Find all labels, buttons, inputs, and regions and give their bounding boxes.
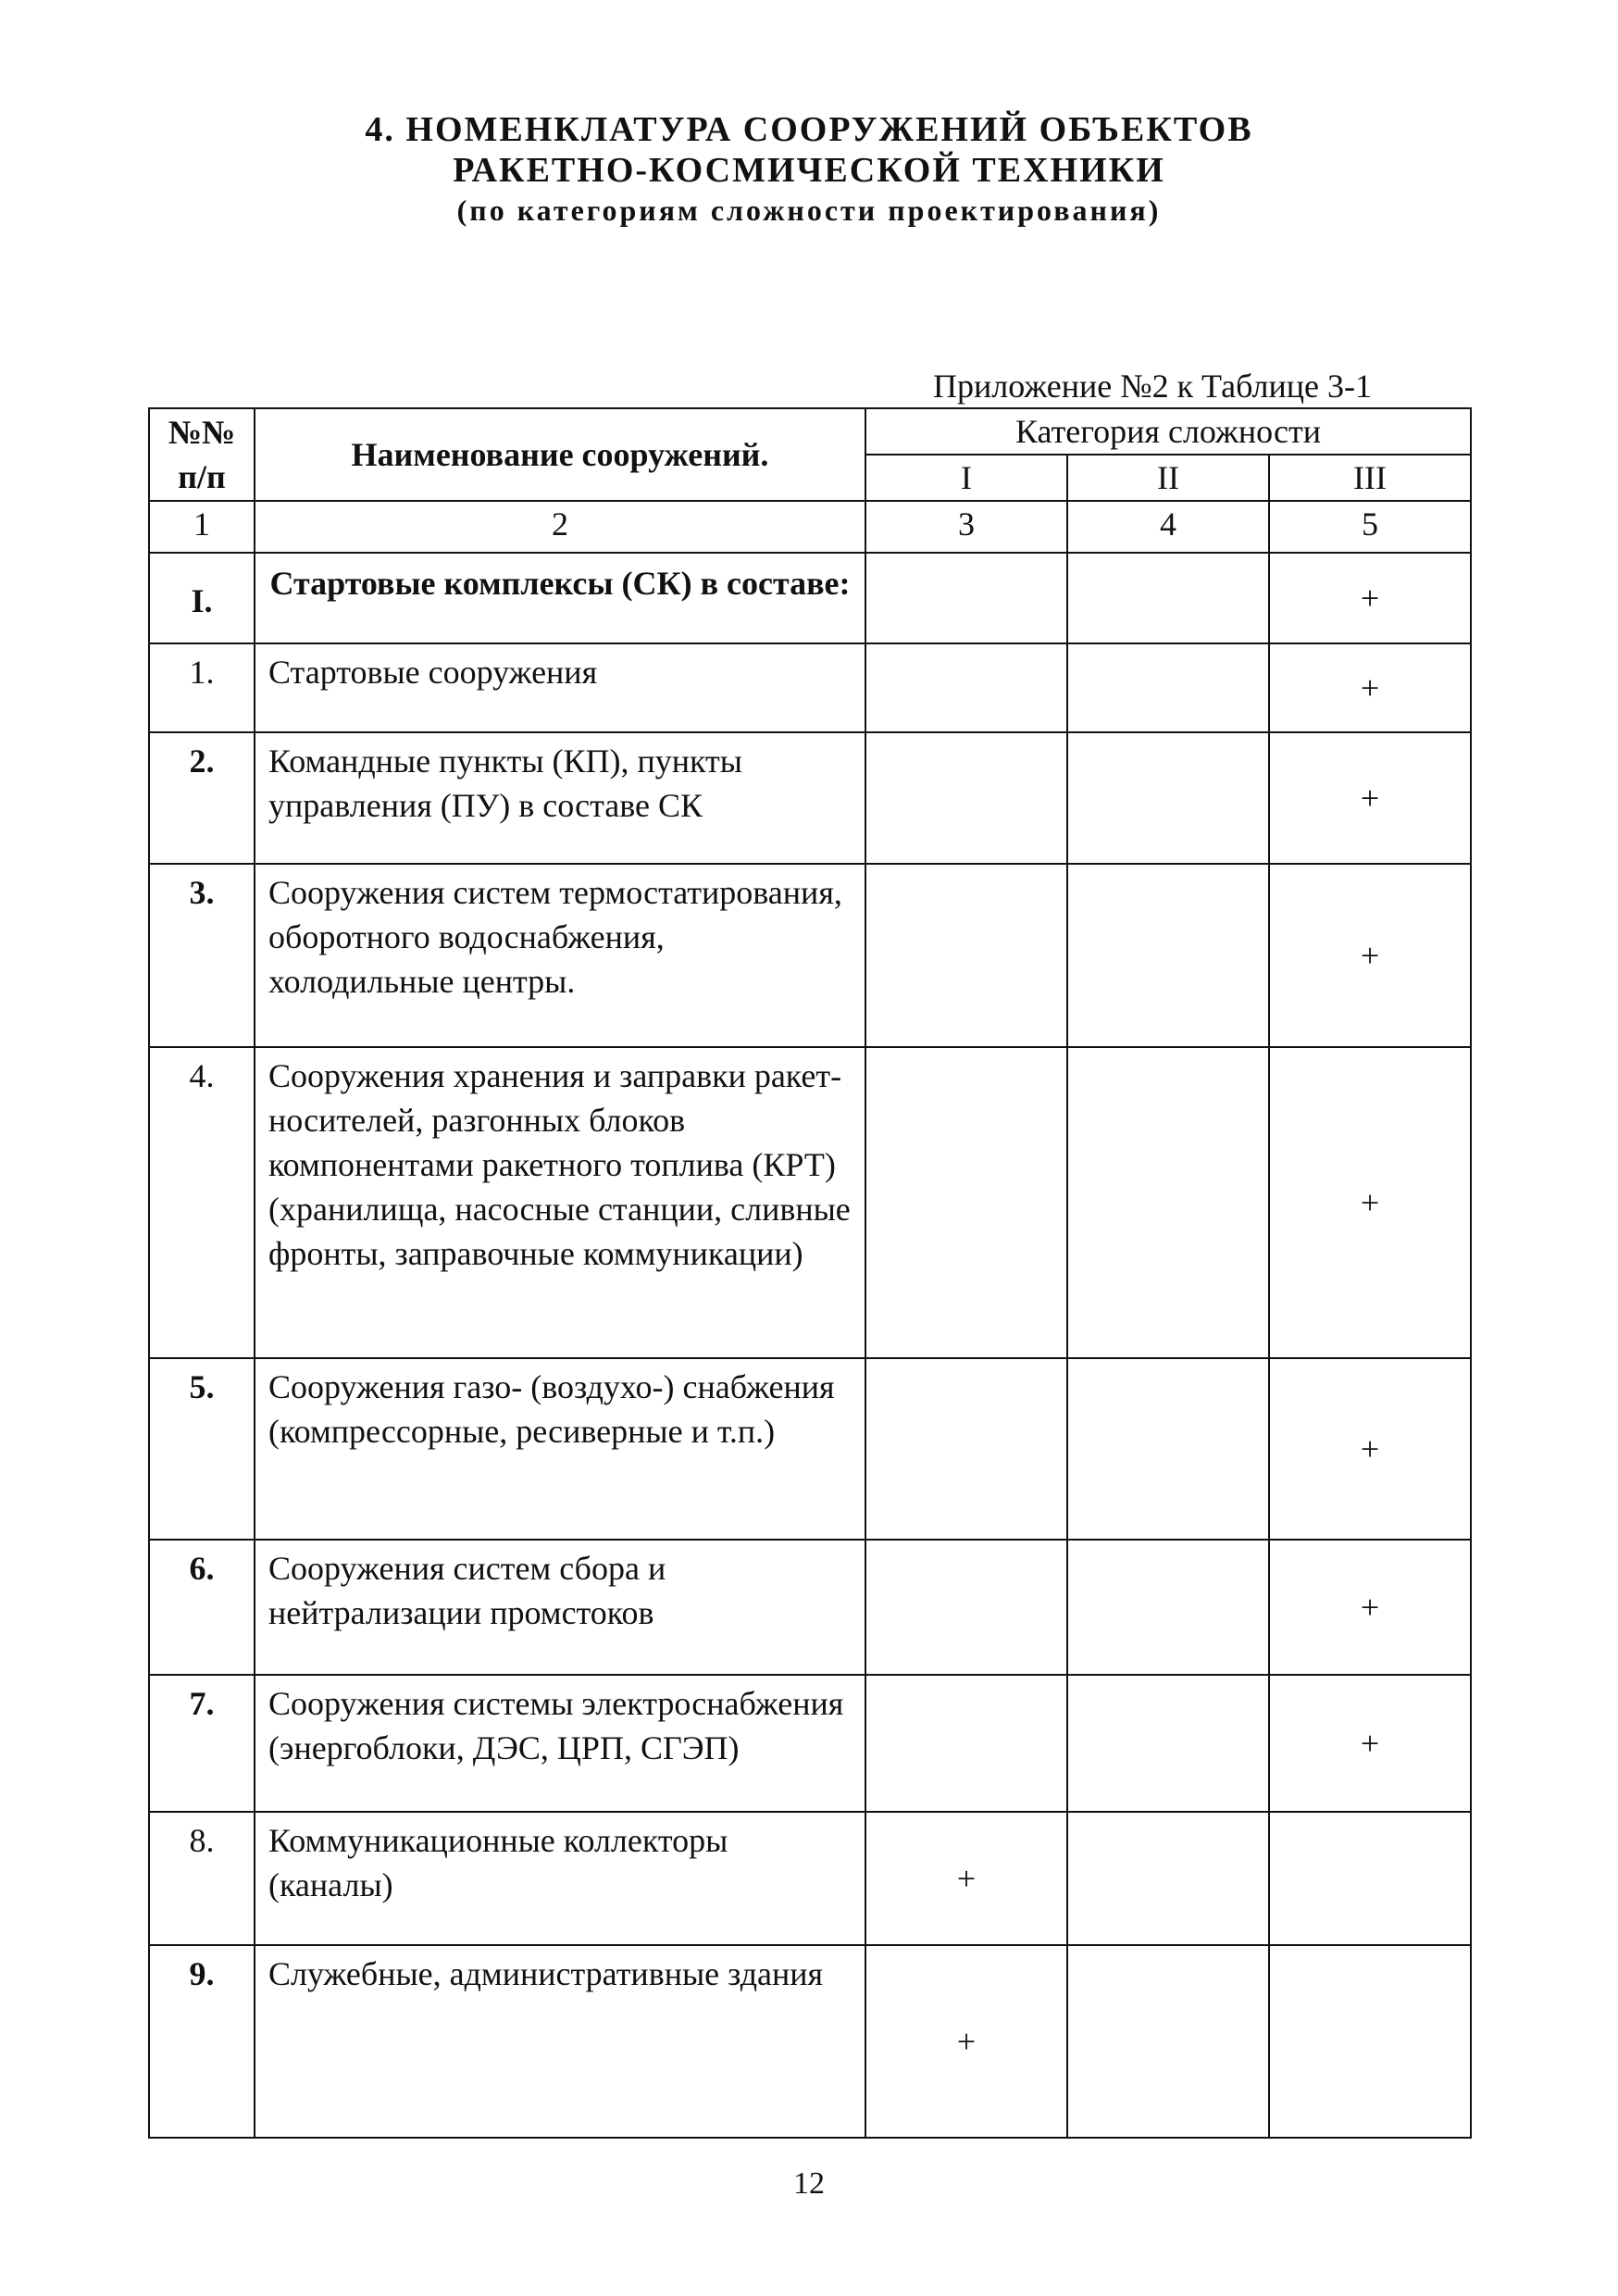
mark-cat-2 (1067, 1047, 1269, 1358)
header-num-line1: №№ (168, 414, 236, 451)
row-number: 2. (149, 732, 255, 864)
index-cell: 1 (149, 501, 255, 553)
row-name: Сооружения системы электроснабжения (энергоблоки, ДЭС, ЦРП, СГЭП) (255, 1675, 865, 1812)
header-num-line2: п/п (178, 458, 226, 495)
row-name: Стартовые комплексы (СК) в составе: (255, 553, 865, 643)
mark-cat-3: + (1269, 1047, 1471, 1358)
mark-cat-2 (1067, 1540, 1269, 1675)
appendix-label: Приложение №2 к Таблице 3-1 (933, 368, 1373, 405)
mark-cat-1 (865, 1540, 1067, 1675)
table-row (149, 1675, 1471, 1812)
mark-cat-3: + (1269, 553, 1471, 643)
row-number: 5. (149, 1358, 255, 1540)
row-number: 3. (149, 864, 255, 1047)
mark-cat-3: + (1269, 732, 1471, 864)
mark-cat-1 (865, 1047, 1067, 1358)
row-name: Командные пункты (КП), пункты управления (ПУ) в составе СК (255, 732, 865, 864)
mark-cat-1 (865, 732, 1067, 864)
mark-cat-3: + (1269, 643, 1471, 732)
mark-cat-3 (1269, 1945, 1471, 2138)
table-row (149, 553, 1471, 643)
row-number: 7. (149, 1675, 255, 1812)
row-name: Сооружения хранения и заправки ракет-носителей, разгонных блоков компонентами ракетного топлива (КРТ) (хранилища, насосные станции, сливные фронты, заправочные коммуникации) (255, 1047, 865, 1358)
mark-cat-3: + (1269, 864, 1471, 1047)
subtitle: (по категориям сложности проектирования) (456, 193, 1162, 227)
mark-cat-2 (1067, 643, 1269, 732)
mark-cat-2 (1067, 864, 1269, 1047)
mark-cat-2 (1067, 1812, 1269, 1945)
table-row (149, 864, 1471, 1047)
header-category: Категория сложности (865, 408, 1471, 455)
mark-cat-2 (1067, 1945, 1269, 2138)
table-row (149, 732, 1471, 864)
mark-cat-3 (1269, 1812, 1471, 1945)
index-cell: 4 (1067, 501, 1269, 553)
row-name: Коммуникационные коллекторы (каналы) (255, 1812, 865, 1945)
table-row (149, 1358, 1471, 1540)
mark-cat-2 (1067, 732, 1269, 864)
index-cell: 3 (865, 501, 1067, 553)
index-cell: 5 (1269, 501, 1471, 553)
mark-cat-2 (1067, 1675, 1269, 1812)
index-cell: 2 (255, 501, 865, 553)
document-header (0, 109, 1618, 230)
row-name: Служебные, административные здания (255, 1945, 865, 2138)
row-name: Сооружения газо- (воздухо-) снабжения (компрессорные, ресиверные и т.п.) (255, 1358, 865, 1540)
row-number: 9. (149, 1945, 255, 2138)
table-row (149, 1047, 1471, 1358)
table-row (149, 1812, 1471, 1945)
row-number: 8. (149, 1812, 255, 1945)
row-name: Сооружения систем сбора и нейтрализации промстоков (255, 1540, 865, 1675)
row-number: 4. (149, 1047, 255, 1358)
nomenclature-table (148, 407, 1472, 2139)
mark-cat-2 (1067, 1358, 1269, 1540)
mark-cat-1 (865, 643, 1067, 732)
row-number: 1. (149, 643, 255, 732)
mark-cat-3: + (1269, 1675, 1471, 1812)
mark-cat-1: + (865, 1945, 1067, 2138)
table-row (149, 1540, 1471, 1675)
mark-cat-1 (865, 1675, 1067, 1812)
header-cat-2: II (1067, 455, 1269, 501)
table-row (149, 643, 1471, 732)
table-row (149, 1945, 1471, 2138)
header-cat-3: III (1269, 455, 1471, 501)
mark-cat-3: + (1269, 1358, 1471, 1540)
mark-cat-1 (865, 1358, 1067, 1540)
title-line-1: 4. НОМЕНКЛАТУРА СООРУЖЕНИЙ ОБЪЕКТОВ (365, 110, 1253, 149)
mark-cat-1 (865, 553, 1067, 643)
header-name: Наименование сооружений. (255, 408, 865, 501)
header-cat-1: I (865, 455, 1067, 501)
page-number: 12 (793, 2166, 825, 2201)
title-line-2: РАКЕТНО-КОСМИЧЕСКОЙ ТЕХНИКИ (453, 151, 1165, 190)
row-name: Сооружения систем термостатирования, оборотного водоснабжения, холодильные центры. (255, 864, 865, 1047)
mark-cat-3: + (1269, 1540, 1471, 1675)
row-number: 6. (149, 1540, 255, 1675)
row-number: I. (149, 553, 255, 643)
mark-cat-1 (865, 864, 1067, 1047)
row-name: Стартовые сооружения (255, 643, 865, 732)
header-num-cell (149, 408, 255, 501)
mark-cat-2 (1067, 553, 1269, 643)
mark-cat-1: + (865, 1812, 1067, 1945)
